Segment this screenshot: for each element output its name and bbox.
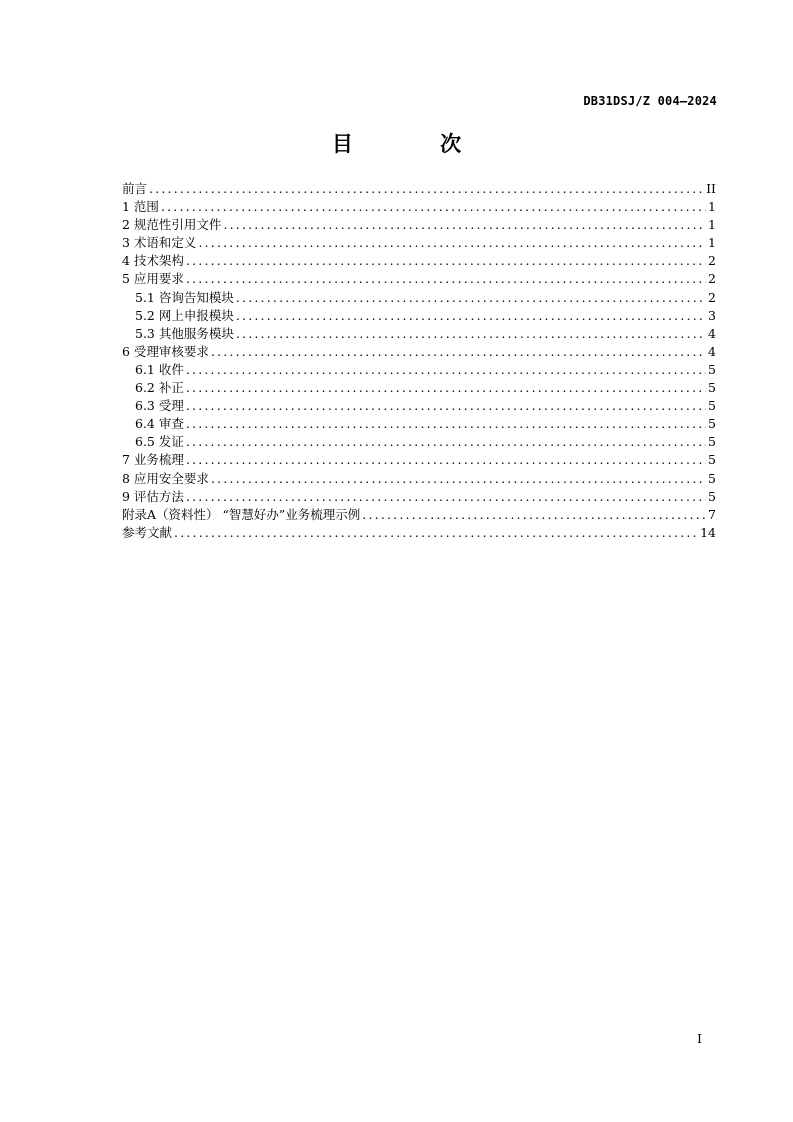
toc-leader-dots xyxy=(211,343,706,361)
toc-leader-dots xyxy=(186,252,706,270)
toc-leader-dots xyxy=(186,488,706,506)
toc-entry-label[interactable]: 1 范围 xyxy=(122,199,159,215)
toc-leader-dots xyxy=(198,234,706,252)
toc-entry-label[interactable]: 6.1 收件 xyxy=(135,361,184,377)
toc-entry-label[interactable]: 5.1 咨询告知模块 xyxy=(135,289,234,305)
toc-leader-dots xyxy=(186,361,706,379)
toc-entry-label[interactable]: 8 应用安全要求 xyxy=(122,470,209,486)
table-of-contents xyxy=(122,180,716,542)
toc-entry[interactable] xyxy=(122,488,716,506)
toc-leader-dots xyxy=(362,506,706,524)
toc-entry-label[interactable]: 前言 xyxy=(122,181,148,196)
toc-leader-dots xyxy=(186,451,706,469)
toc-entry-page: 2 xyxy=(708,271,716,287)
toc-entry[interactable] xyxy=(122,270,716,288)
toc-entry-label[interactable]: 7 业务梳理 xyxy=(122,452,184,468)
toc-leader-dots xyxy=(161,198,706,216)
toc-entry-label[interactable]: 附录A（资料性） “智慧好办”业务梳理示例 xyxy=(122,506,361,522)
page-title: 目 次 xyxy=(331,132,502,156)
toc-entry-page: 2 xyxy=(708,289,716,305)
toc-entry-page: 5 xyxy=(708,452,716,468)
toc-entry-label[interactable]: 6.5 发证 xyxy=(135,434,184,450)
toc-entry[interactable] xyxy=(122,470,716,488)
toc-entry[interactable] xyxy=(122,415,716,433)
toc-entry-label[interactable]: 5 应用要求 xyxy=(122,271,184,287)
toc-entry-page: 5 xyxy=(708,416,716,432)
toc-entry-page: 1 xyxy=(708,217,716,233)
toc-leader-dots xyxy=(149,180,704,198)
toc-entry[interactable] xyxy=(122,198,716,216)
toc-entry-page: 4 xyxy=(708,343,716,359)
toc-entry-page: 4 xyxy=(708,325,716,341)
toc-entry[interactable] xyxy=(122,180,716,198)
toc-entry[interactable] xyxy=(122,234,716,252)
toc-leader-dots xyxy=(211,470,706,488)
toc-entry[interactable] xyxy=(122,252,716,270)
toc-entry-label[interactable]: 6.4 审查 xyxy=(135,416,184,432)
toc-leader-dots xyxy=(186,397,706,415)
toc-leader-dots xyxy=(236,289,706,307)
toc-entry-page: 7 xyxy=(708,506,716,522)
toc-leader-dots xyxy=(186,270,706,288)
toc-entry-page: 2 xyxy=(708,253,716,269)
toc-entry-label[interactable]: 6.2 补正 xyxy=(135,380,184,396)
toc-entry[interactable] xyxy=(122,506,716,524)
toc-entry[interactable] xyxy=(122,307,716,325)
toc-leader-dots xyxy=(236,325,706,343)
toc-leader-dots xyxy=(186,415,706,433)
toc-entry-label[interactable]: 参考文献 xyxy=(122,524,173,540)
toc-leader-dots xyxy=(174,524,698,542)
toc-entry-page: 1 xyxy=(708,235,716,251)
document-code: DB31DSJ/Z 004—2024 xyxy=(583,94,717,108)
toc-entry[interactable] xyxy=(122,433,716,451)
toc-entry-page: 5 xyxy=(708,434,716,450)
toc-entry[interactable] xyxy=(122,361,716,379)
toc-entry-page: 5 xyxy=(708,398,716,414)
toc-entry[interactable] xyxy=(122,397,716,415)
toc-entry-label[interactable]: 2 规范性引用文件 xyxy=(122,217,222,233)
toc-entry-page: II xyxy=(706,181,716,196)
toc-entry-label[interactable]: 9 评估方法 xyxy=(122,488,184,504)
toc-leader-dots xyxy=(223,216,706,234)
toc-leader-dots xyxy=(186,433,706,451)
toc-entry[interactable] xyxy=(122,451,716,469)
toc-entry[interactable] xyxy=(122,524,716,542)
toc-leader-dots xyxy=(186,379,706,397)
toc-entry[interactable] xyxy=(122,216,716,234)
toc-entry-label[interactable]: 6 受理审核要求 xyxy=(122,343,209,359)
toc-entry[interactable] xyxy=(122,325,716,343)
toc-entry-page: 14 xyxy=(700,524,716,540)
toc-entry-page: 5 xyxy=(708,361,716,377)
toc-entry-page: 5 xyxy=(708,488,716,504)
page-number: I xyxy=(697,1031,702,1046)
toc-entry-label[interactable]: 5.2 网上申报模块 xyxy=(135,307,234,323)
toc-entry-page: 5 xyxy=(708,470,716,486)
toc-entry-label[interactable]: 5.3 其他服务模块 xyxy=(135,325,234,341)
toc-entry-page: 5 xyxy=(708,380,716,396)
toc-entry-page: 1 xyxy=(708,199,716,215)
toc-entry[interactable] xyxy=(122,289,716,307)
toc-entry-label[interactable]: 3 术语和定义 xyxy=(122,235,197,251)
toc-entry-page: 3 xyxy=(708,307,716,323)
toc-entry-label[interactable]: 6.3 受理 xyxy=(135,398,184,414)
toc-entry[interactable] xyxy=(122,343,716,361)
toc-entry[interactable] xyxy=(122,379,716,397)
toc-entry-label[interactable]: 4 技术架构 xyxy=(122,253,184,269)
toc-leader-dots xyxy=(236,307,706,325)
